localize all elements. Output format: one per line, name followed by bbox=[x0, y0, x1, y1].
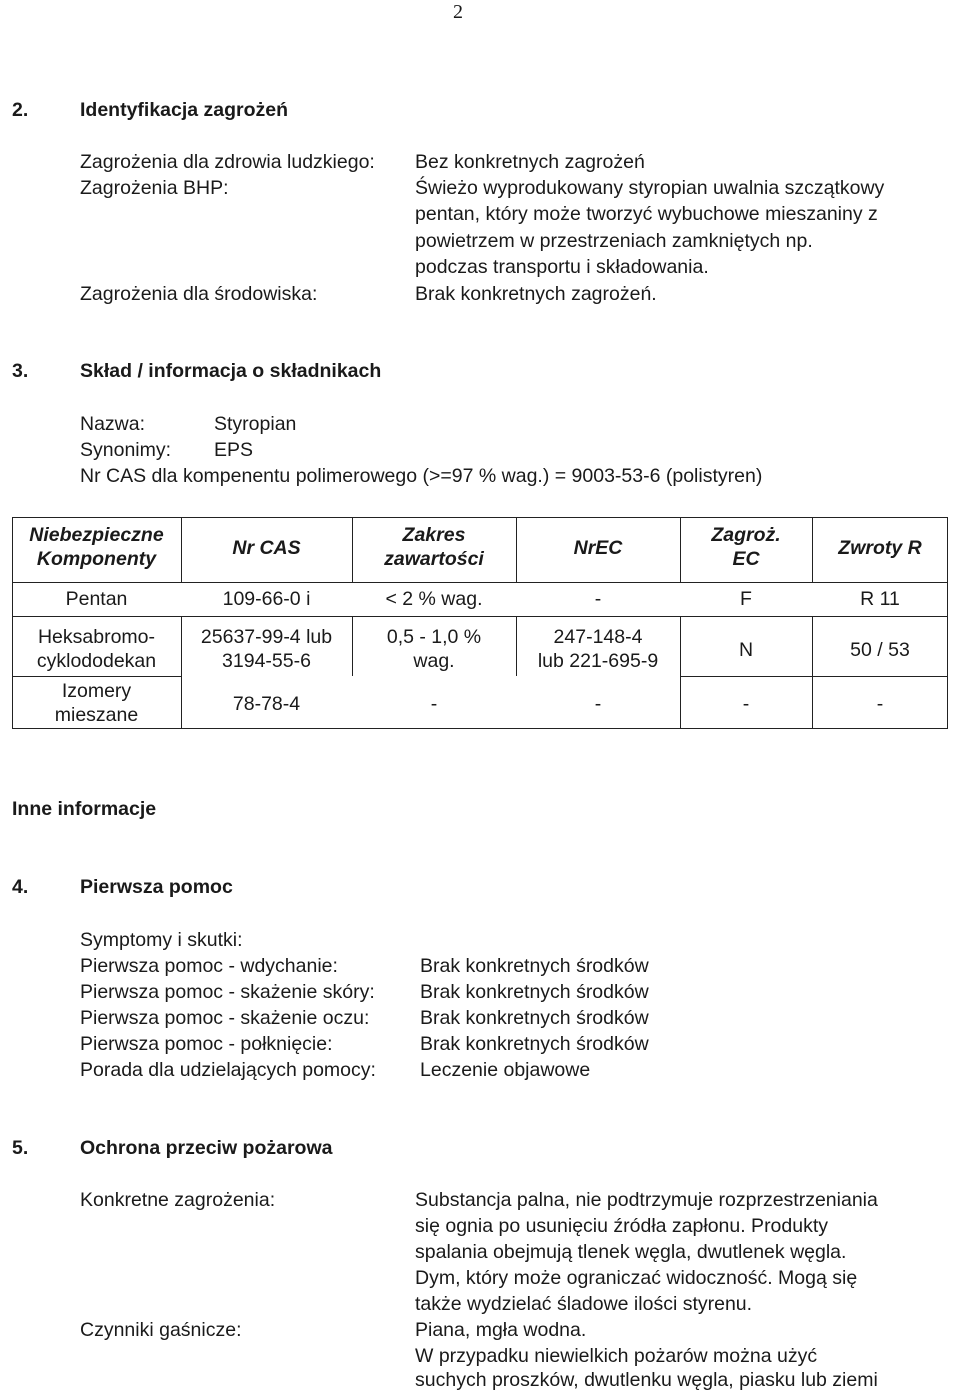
name-label: Nazwa: bbox=[80, 413, 146, 435]
section-4-title: Pierwsza pomoc bbox=[80, 876, 233, 898]
cas-line: Nr CAS dla kompenentu polimerowego (>=97 % wag.) = 9003-53-6 (polistyren) bbox=[80, 465, 763, 487]
pentan-name: Pentan bbox=[65, 588, 128, 610]
section-2-number: 2. bbox=[12, 99, 29, 121]
bhp-hazard-line-3: powietrzem w przestrzeniach zamkniętych np. bbox=[415, 230, 813, 252]
pentan-nrec: - bbox=[594, 588, 602, 610]
specific-hazards-line-5: także wydzielać śladowe ilości styrenu. bbox=[415, 1293, 753, 1315]
health-hazard-label: Zagrożenia dla zdrowia ludzkiego: bbox=[80, 151, 375, 173]
heksa-range: 0,5 - 1,0 % wag. bbox=[386, 626, 482, 672]
izomery-range: - bbox=[430, 693, 438, 715]
section-5-title: Ochrona przeciw pożarowa bbox=[80, 1137, 333, 1159]
heksa-name: Heksabromo- cyklododekan bbox=[36, 626, 157, 672]
name-value: Styropian bbox=[214, 413, 297, 435]
header-r-phrases: Zwroty R bbox=[838, 537, 922, 559]
izomery-hazard: - bbox=[742, 693, 750, 715]
specific-hazards-line-1: Substancja palna, nie podtrzymuje rozprzestrzeniania bbox=[415, 1189, 878, 1211]
first-aid-eyes-value: Brak konkretnych środków bbox=[420, 1007, 649, 1029]
first-aid-inhalation-value: Brak konkretnych środków bbox=[420, 955, 649, 977]
first-aid-skin-label: Pierwsza pomoc - skażenie skóry: bbox=[80, 981, 375, 1003]
izomery-cas: 78-78-4 bbox=[232, 693, 301, 715]
section-4-number: 4. bbox=[12, 876, 29, 898]
env-hazard-label: Zagrożenia dla środowiska: bbox=[80, 283, 318, 305]
bhp-hazard-line-2: pentan, który może tworzyć wybuchowe mieszaniny z bbox=[415, 203, 878, 225]
first-aid-skin-value: Brak konkretnych środków bbox=[420, 981, 649, 1003]
page-number: 2 bbox=[453, 1, 463, 23]
izomery-name: Izomery mieszane bbox=[54, 680, 139, 726]
izomery-r-phrase: - bbox=[876, 693, 884, 715]
header-nrec: NrEC bbox=[573, 537, 623, 559]
bhp-hazard-label: Zagrożenia BHP: bbox=[80, 177, 229, 199]
heksa-nrec: 247-148-4 lub 221-695-9 bbox=[537, 626, 659, 672]
section-3-number: 3. bbox=[12, 360, 29, 382]
izomery-nrec: - bbox=[594, 693, 602, 715]
first-aid-inhalation-label: Pierwsza pomoc - wdychanie: bbox=[80, 955, 338, 977]
synonyms-label: Synonimy: bbox=[80, 439, 172, 461]
header-components: Niebezpieczne Komponenty bbox=[29, 524, 164, 570]
extinguishing-media-label: Czynniki gaśnicze: bbox=[80, 1319, 242, 1341]
specific-hazards-line-2: się ognia po usunięciu źródła zapłonu. Produkty bbox=[415, 1215, 829, 1237]
header-nr-cas: Nr CAS bbox=[232, 537, 301, 559]
other-info-heading: Inne informacje bbox=[12, 798, 157, 820]
header-hazard-ec: Zagroż. EC bbox=[711, 524, 781, 570]
extinguishing-media-line-2: W przypadku niewielkich pożarów można użyć bbox=[415, 1345, 818, 1367]
specific-hazards-line-4: Dym, który może ograniczać widoczność. Mogą się bbox=[415, 1267, 858, 1289]
health-hazard-value: Bez konkretnych zagrożeń bbox=[415, 151, 645, 173]
first-aid-ingestion-value: Brak konkretnych środków bbox=[420, 1033, 649, 1055]
components-table bbox=[12, 517, 948, 729]
first-aid-advice-value: Leczenie objawowe bbox=[420, 1059, 591, 1081]
bhp-hazard-line-1: Świeżo wyprodukowany styropian uwalnia szczątkowy bbox=[415, 177, 885, 199]
section-2-title: Identyfikacja zagrożeń bbox=[80, 99, 289, 121]
heksa-hazard: N bbox=[738, 639, 754, 661]
bhp-hazard-line-4: podczas transportu i składowania. bbox=[415, 256, 709, 278]
extinguishing-media-line-1: Piana, mgła wodna. bbox=[415, 1319, 587, 1341]
first-aid-advice-label: Porada dla udzielających pomocy: bbox=[80, 1059, 376, 1081]
section-5-number: 5. bbox=[12, 1137, 29, 1159]
section-3-title: Skład / informacja o składnikach bbox=[80, 360, 382, 382]
pentan-cas: 109-66-0 i bbox=[222, 588, 311, 610]
heksa-cas: 25637-99-4 lub 3194-55-6 bbox=[200, 626, 333, 672]
extinguishing-media-line-3: suchych proszków, dwutlenku węgla, piasku lub ziemi bbox=[415, 1369, 878, 1391]
env-hazard-value: Brak konkretnych zagrożeń. bbox=[415, 283, 657, 305]
synonyms-value: EPS bbox=[214, 439, 254, 461]
pentan-range: < 2 % wag. bbox=[385, 588, 483, 610]
first-aid-ingestion-label: Pierwsza pomoc - połknięcie: bbox=[80, 1033, 333, 1055]
pentan-r-phrase: R 11 bbox=[860, 588, 900, 610]
specific-hazards-line-3: spalania obejmują tlenek węgla, dwutlenek węgla. bbox=[415, 1241, 847, 1263]
header-range: Zakres zawartości bbox=[384, 524, 484, 570]
first-aid-eyes-label: Pierwsza pomoc - skażenie oczu: bbox=[80, 1007, 370, 1029]
specific-hazards-label: Konkretne zagrożenia: bbox=[80, 1189, 276, 1211]
pentan-hazard: F bbox=[740, 588, 752, 610]
symptoms-label: Symptomy i skutki: bbox=[80, 929, 243, 951]
heksa-r-phrase: 50 / 53 bbox=[850, 639, 910, 661]
